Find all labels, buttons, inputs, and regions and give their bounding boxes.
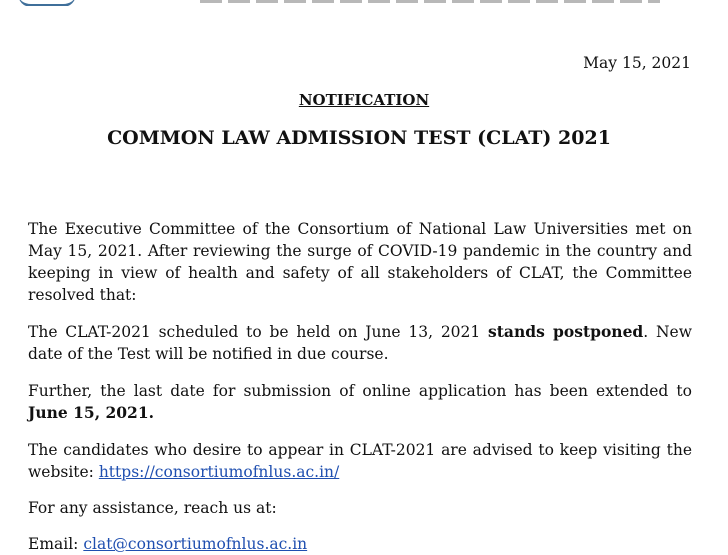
notice-title: COMMON LAW ADMISSION TEST (CLAT) 2021 [107,127,611,149]
paragraph-exam-postponed-text: The CLAT-2021 scheduled to be held on June 13, 2021 [28,323,489,341]
notification-label: NOTIFICATION [298,91,430,109]
deadline-date: June 15, 2021. [28,403,155,422]
paragraph-assistance-text: For any assistance, reach us at: [28,499,277,517]
email-label: Email: [28,535,84,553]
paragraph-assistance [28,497,692,519]
paragraph-email [28,533,692,555]
consortium-website-link[interactable]: https://consortiumofnlus.ac.in/ [98,463,340,481]
paragraph-website-advisory [28,439,692,483]
postponed-emphasis: stands postponed [488,322,644,341]
paragraph-application-deadline [28,380,692,424]
paragraph-application-deadline-text: Further, the last date for submission of online application has been extended to [28,382,692,400]
email-link[interactable]: clat@consortiumofnlus.ac.in [83,535,308,553]
paragraph-exam-postponed-suffix: . New date of the Test will be notified in due course. [28,323,692,363]
paragraph-exam-postponed [28,321,692,365]
notice-date: May 15, 2021 [583,54,691,72]
paragraph-committee-meeting-text: The Executive Committee of the Consortium of National Law Universities met on May 15, 2021. After reviewing the surge of COVID-19 pandemic in the country and keeping in view of health and safety of all stakeholders of CLAT, the Committee resolved that: [28,220,692,304]
letterhead-strip [0,0,728,6]
consortium-logo-fragment [18,0,76,6]
paragraph-committee-meeting [28,218,692,306]
paragraph-website-advisory-text: The candidates who desire to appear in CLAT-2021 are advised to keep visiting the website: [28,441,692,481]
letterhead-header-text-fragment [200,0,660,3]
